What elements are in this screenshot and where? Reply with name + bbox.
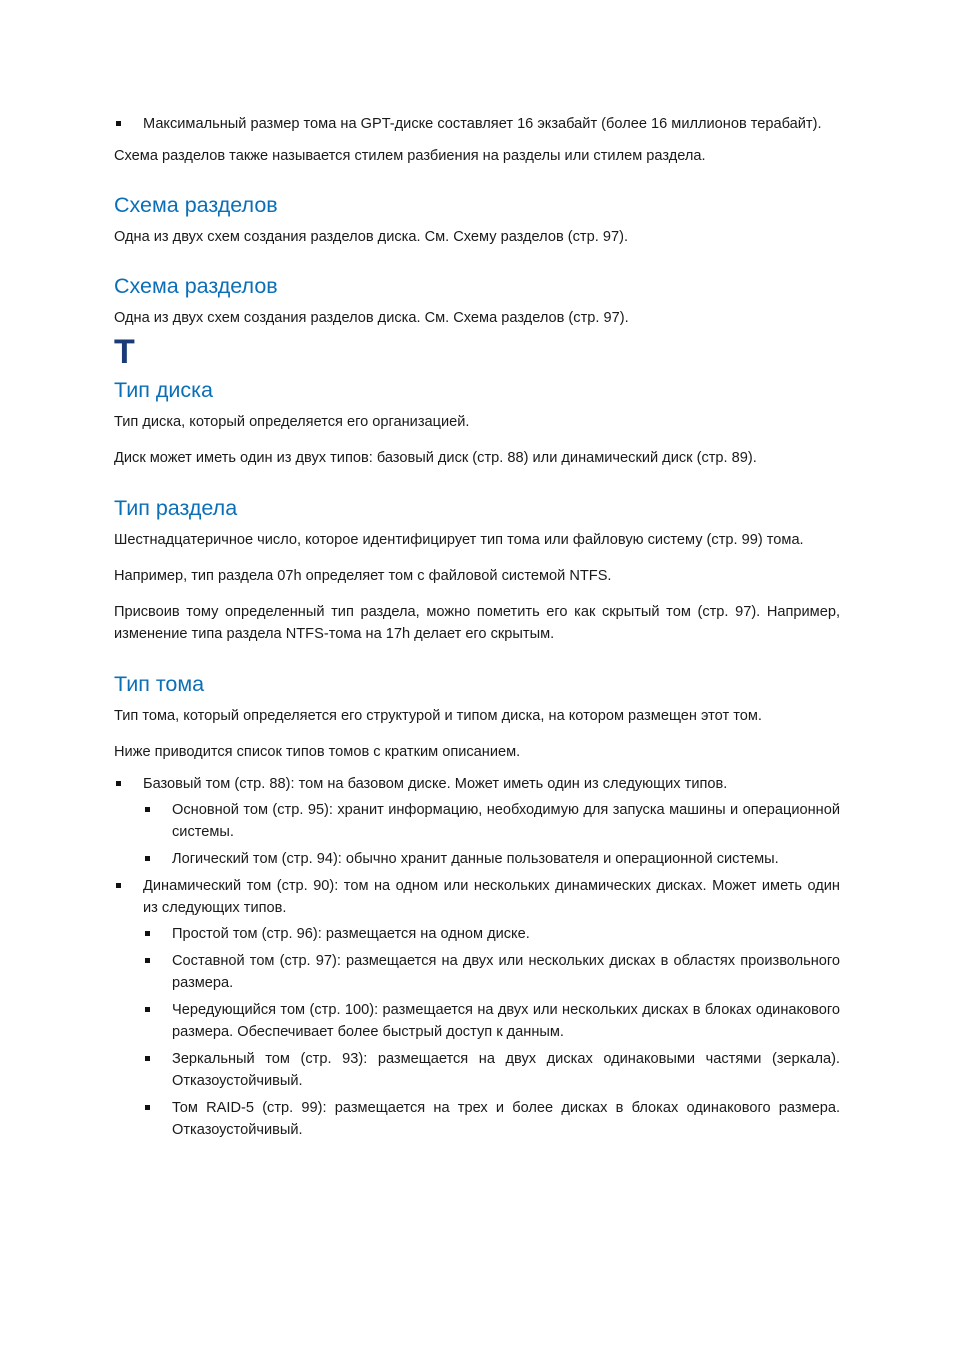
page-content [114, 113, 840, 1141]
paragraph: Например, тип раздела 07h определяет том с файловой системой NTFS. [114, 568, 612, 584]
dynamic-volume-subitem: Том RAID-5 (стр. 99): размещается на трех и более дисках в блоках одинакового размера. Отказоустойчивый. [172, 1100, 840, 1138]
paragraph: Ниже приводится список типов томов с кратким описанием. [114, 744, 521, 760]
list-item [143, 999, 840, 1043]
list-item [143, 848, 840, 870]
bullet-icon [145, 1105, 150, 1110]
section-text: Одна из двух схем создания разделов диска. См. Схему разделов (стр. 97). [114, 229, 628, 245]
bullet-icon [145, 931, 150, 936]
bullet-icon [145, 958, 150, 963]
dynamic-volume-subitem: Зеркальный том (стр. 93): размещается на двух дисках одинаковыми частями (зеркала). Отказоустойчивый. [172, 1051, 840, 1089]
bullet-icon [145, 856, 150, 861]
basic-volume-text: Базовый том (стр. 88): том на базовом диске. Может иметь один из следующих типов. [143, 776, 728, 792]
bullet-icon [116, 121, 121, 126]
section-heading: Схема разделов [114, 274, 278, 298]
paragraph: Тип диска, который определяется его организацией. [114, 414, 470, 430]
letter-heading: T [114, 333, 135, 371]
list-item [114, 773, 840, 795]
intro-bullet-text: Максимальный размер тома на GPT-диске составляет 16 экзабайт (более 16 миллионов терабайт). [143, 116, 822, 132]
dynamic-volume-subitem: Чередующийся том (стр. 100): размещается на двух или нескольких дисках в блоках одинакового размера. Обеспечивает более быстрый доступ к данным. [172, 1002, 840, 1040]
dynamic-volume-subitem: Составной том (стр. 97): размещается на двух или нескольких дисках в областях произвольного размера. [172, 953, 840, 991]
bullet-icon [116, 883, 121, 888]
volume-type-heading: Тип тома [114, 672, 205, 696]
list-item [143, 799, 840, 843]
partition-type-heading: Тип раздела [114, 496, 238, 520]
paragraph: Тип тома, который определяется его структурой и типом диска, на котором размещен этот том. [114, 708, 762, 724]
bullet-icon [116, 781, 121, 786]
section-heading: Схема разделов [114, 193, 278, 217]
paragraph: Диск может иметь один из двух типов: базовый диск (стр. 88) или динамический диск (стр. 89). [114, 450, 757, 466]
bullet-icon [145, 1056, 150, 1061]
dynamic-volume-subitem: Простой том (стр. 96): размещается на одном диске. [172, 926, 530, 942]
basic-volume-subitem: Логический том (стр. 94): обычно хранит данные пользователя и операционной системы. [172, 851, 779, 867]
list-item [143, 923, 840, 945]
paragraph: Присвоив тому определенный тип раздела, можно пометить его как скрытый том (стр. 97). Например, изменение типа раздела NTFS-тома на 17h делает его скрытым. [114, 604, 840, 642]
paragraph: Шестнадцатеричное число, которое идентифицирует тип тома или файловую систему (стр. 99) тома. [114, 532, 804, 548]
list-item [114, 113, 840, 135]
section-text: Одна из двух схем создания разделов диска. См. Схема разделов (стр. 97). [114, 310, 629, 326]
list-item [143, 950, 840, 994]
list-item [114, 875, 840, 919]
bullet-icon [145, 807, 150, 812]
intro-note: Схема разделов также называется стилем разбиения на разделы или стилем раздела. [114, 148, 706, 164]
dynamic-volume-text: Динамический том (стр. 90): том на одном или нескольких динамических дисках. Может иметь один из следующих типов. [143, 878, 840, 916]
bullet-icon [145, 1007, 150, 1012]
basic-volume-subitem: Основной том (стр. 95): хранит информацию, необходимую для запуска машины и операционной системы. [172, 802, 840, 840]
list-item [143, 1048, 840, 1092]
list-item [143, 1097, 840, 1141]
disk-type-heading: Тип диска [114, 378, 213, 402]
